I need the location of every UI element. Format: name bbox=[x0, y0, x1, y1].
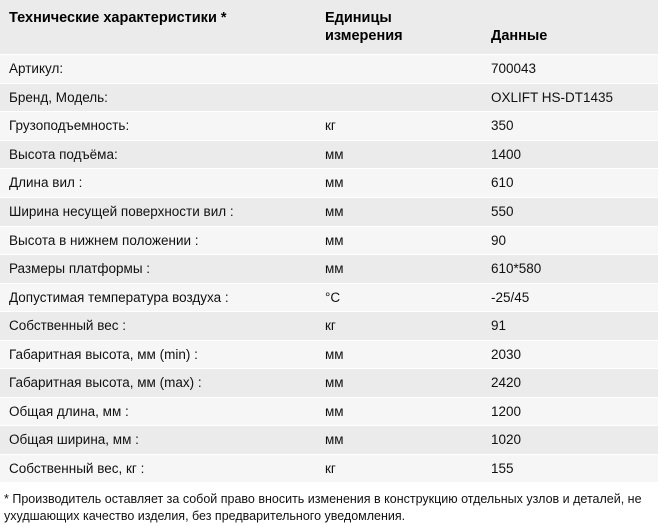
table-row bbox=[0, 312, 658, 341]
cell-unit: мм bbox=[316, 140, 482, 169]
cell-unit: мм bbox=[316, 397, 482, 426]
cell-value: 350 bbox=[482, 112, 658, 141]
cell-value: 610*580 bbox=[482, 255, 658, 284]
table-row bbox=[0, 283, 658, 312]
cell-characteristic: Ширина несущей поверхности вил : bbox=[0, 197, 316, 226]
cell-unit: кг bbox=[316, 112, 482, 141]
cell-value: 1400 bbox=[482, 140, 658, 169]
table-row bbox=[0, 255, 658, 284]
column-header-characteristics: Технические характеристики * bbox=[0, 0, 316, 55]
cell-value: 1200 bbox=[482, 397, 658, 426]
cell-value: 610 bbox=[482, 169, 658, 198]
cell-value: 91 bbox=[482, 312, 658, 341]
cell-characteristic: Собственный вес : bbox=[0, 312, 316, 341]
cell-unit: мм bbox=[316, 226, 482, 255]
cell-characteristic: Габаритная высота, мм (max) : bbox=[0, 369, 316, 398]
cell-value: 155 bbox=[482, 454, 658, 483]
cell-value: 1020 bbox=[482, 426, 658, 455]
cell-unit: мм bbox=[316, 369, 482, 398]
column-header-units bbox=[316, 0, 482, 55]
table-row bbox=[0, 454, 658, 483]
table-row bbox=[0, 197, 658, 226]
table-row bbox=[0, 426, 658, 455]
cell-characteristic: Габаритная высота, мм (min) : bbox=[0, 340, 316, 369]
table-row bbox=[0, 397, 658, 426]
table-row bbox=[0, 83, 658, 112]
cell-characteristic: Собственный вес, кг : bbox=[0, 454, 316, 483]
cell-characteristic: Допустимая температура воздуха : bbox=[0, 283, 316, 312]
table-row bbox=[0, 169, 658, 198]
table-header-row bbox=[0, 0, 658, 55]
table-row bbox=[0, 340, 658, 369]
cell-unit: мм bbox=[316, 169, 482, 198]
cell-unit: мм bbox=[316, 197, 482, 226]
table-body bbox=[0, 55, 658, 483]
cell-unit bbox=[316, 83, 482, 112]
cell-value: 550 bbox=[482, 197, 658, 226]
cell-characteristic: Общая ширина, мм : bbox=[0, 426, 316, 455]
cell-unit: кг bbox=[316, 312, 482, 341]
column-header-units-line2: измерения bbox=[325, 28, 403, 45]
cell-value: OXLIFT HS-DT1435 bbox=[482, 83, 658, 112]
cell-value: 90 bbox=[482, 226, 658, 255]
cell-value: 2030 bbox=[482, 340, 658, 369]
column-header-data: Данные bbox=[482, 0, 658, 55]
cell-unit bbox=[316, 55, 482, 84]
cell-characteristic: Высота в нижнем положении : bbox=[0, 226, 316, 255]
cell-unit: мм bbox=[316, 426, 482, 455]
cell-characteristic: Артикул: bbox=[0, 55, 316, 84]
table-row bbox=[0, 226, 658, 255]
table-row bbox=[0, 112, 658, 141]
cell-value: 700043 bbox=[482, 55, 658, 84]
cell-unit: мм bbox=[316, 255, 482, 284]
footnote: * Производитель оставляет за собой право вносить изменения в конструкцию отдельных узлов и деталей, не ухудшающих качество изделия, без предварительного уведомления. bbox=[0, 483, 658, 525]
cell-characteristic: Бренд, Модель: bbox=[0, 83, 316, 112]
cell-characteristic: Длина вил : bbox=[0, 169, 316, 198]
cell-characteristic: Грузоподъемность: bbox=[0, 112, 316, 141]
cell-value: 2420 bbox=[482, 369, 658, 398]
cell-unit: °C bbox=[316, 283, 482, 312]
cell-characteristic: Общая длина, мм : bbox=[0, 397, 316, 426]
table-row bbox=[0, 55, 658, 84]
table-row bbox=[0, 369, 658, 398]
cell-unit: кг bbox=[316, 454, 482, 483]
cell-characteristic: Высота подъёма: bbox=[0, 140, 316, 169]
cell-value: -25/45 bbox=[482, 283, 658, 312]
column-header-units-line1: Единицы bbox=[325, 10, 392, 26]
table-row bbox=[0, 140, 658, 169]
cell-characteristic: Размеры платформы : bbox=[0, 255, 316, 284]
table-header bbox=[0, 0, 658, 55]
cell-unit: мм bbox=[316, 340, 482, 369]
